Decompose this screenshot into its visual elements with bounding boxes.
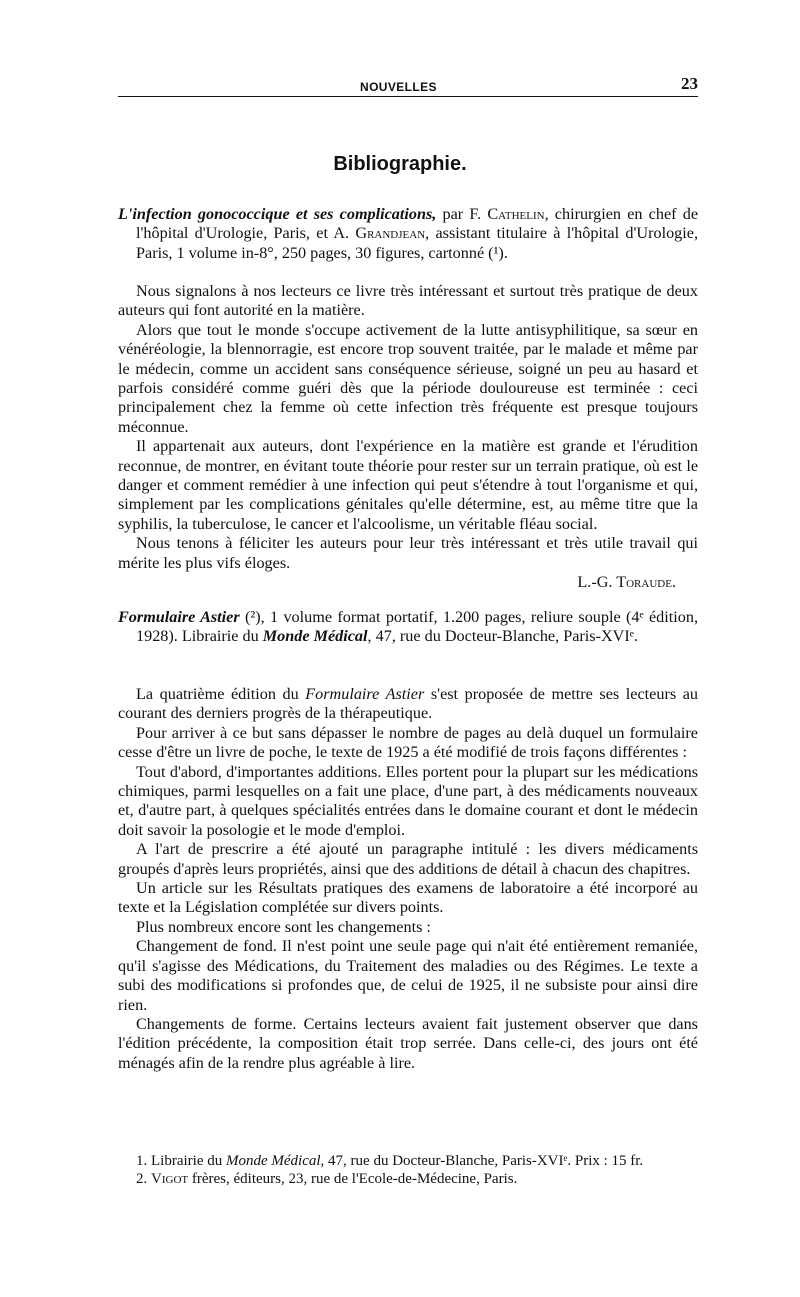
publisher-name: Monde Médical bbox=[262, 627, 368, 646]
paragraph: Nous signalons à nos lecteurs ce livre très intéressant et surtout très pratique de deux auteurs qui font autorité en la matière. bbox=[118, 282, 698, 320]
reviewer-signature: L.-G. Toraude. bbox=[577, 573, 676, 592]
paragraph: Nous tenons à féliciter les auteurs pour leur très intéressant et très utile travail qui mérite les plus vifs éloges. bbox=[118, 534, 698, 572]
paragraph: Changements de forme. Certains lecteurs avaient fait justement observer que dans l'édition précédente, la composition était trop serrée. Dans celle-ci, des jours ont été ménagés afin de la rendre plus agréable à lire. bbox=[118, 1014, 698, 1072]
book-title: L'infection gonococcique et ses complications, bbox=[118, 205, 437, 223]
footnote-1: 1. Librairie du Monde Médical, 47, rue du Docteur-Blanche, Paris-XVIᵉ. Prix : 15 fr. bbox=[136, 1153, 644, 1169]
author-name: Cathelin bbox=[487, 205, 545, 223]
paragraph: Pour arriver à ce but sans dépasser le nombre de pages au delà duquel un formulaire cesse d'être un livre de poche, le texte de 1925 a été modifié de trois façons différentes : bbox=[118, 723, 698, 762]
running-title: NOUVELLES bbox=[360, 80, 437, 94]
footnote-2: 2. Vigot frères, éditeurs, 23, rue de l'Ecole-de-Médecine, Paris. bbox=[136, 1171, 518, 1187]
publisher-name: Vigot bbox=[151, 1171, 189, 1187]
book-title: Formulaire Astier bbox=[305, 685, 425, 703]
paragraph: Il appartenait aux auteurs, dont l'expérience en la matière est grande et l'érudition reconnue, de montrer, en évitant toute théorie pour rester sur un terrain pratique, où est le danger et comment remédier à une infection qui peut s'étendre à tout l'organisme et qui, simplement par les complications génitales qu'elle détermine, est, au même titre que la syphilis, la tuberculose, le cancer et l'alcoolisme, un véritable fléau social. bbox=[118, 437, 698, 533]
page-number: 23 bbox=[681, 74, 698, 93]
footnotes bbox=[118, 1152, 698, 1188]
review-formulaire-body bbox=[118, 685, 698, 1073]
paragraph: Tout d'abord, d'importantes additions. Elles portent pour la plupart sur les médications chimiques, parmi lesquelles on a fait une place, d'une part, à des médicaments nouveaux et, d'autre part, à quelques spécialités entrées dans le domaine courant et dont le médecin doit savoir la posologie et le mode d'emploi. bbox=[118, 762, 698, 839]
author-name: Grandjean bbox=[355, 224, 426, 243]
running-header bbox=[118, 72, 698, 97]
publisher-name: Monde Médical bbox=[225, 1153, 321, 1169]
review-formulaire-astier bbox=[118, 608, 698, 647]
bibliographic-entry: Formulaire Astier (²), 1 volume format portatif, 1.200 pages, reliure souple (4ᵉ édition, 1928). Librairie du Monde Médical, 47, rue du Docteur-Blanche, Paris-XVIᵉ. bbox=[118, 608, 698, 646]
section-title: Bibliographie. bbox=[333, 153, 467, 175]
paragraph: Plus nombreux encore sont les changements : bbox=[136, 917, 431, 936]
review-cathelin-body bbox=[118, 282, 698, 593]
paragraph: Un article sur les Résultats pratiques des examens de laboratoire a été incorporé au texte et la Législation complétée sur divers points. bbox=[118, 879, 698, 917]
review-cathelin bbox=[118, 205, 698, 263]
signature-line bbox=[118, 573, 698, 592]
paragraph: A l'art de prescrire a été ajouté un paragraphe intitulé : les divers médicaments groupés d'après leurs propriétés, ainsi que des additions de détail à chacun des chapitres. bbox=[118, 840, 698, 878]
book-title: Formulaire Astier bbox=[118, 608, 240, 626]
paragraph: Changement de fond. Il n'est point une seule page qui n'ait été entièrement remaniée, qu'il s'agisse des Médications, du Traitement des maladies ou des Régimes. Le texte a subi des modifications si profondes que, de celui de 1925, il ne subsiste pour ainsi dire rien. bbox=[118, 937, 698, 1014]
paragraph: Alors que tout le monde s'occupe activement de la lutte antisyphilitique, sa sœur en vénéréologie, la blennorragie, est encore trop souvent traitée, par le malade et même par le médecin, comme un accident sans conséquence sérieuse, soigné un peu au hasard et parfois considéré comme guéri dès que la période douloureuse est terminée : ceci principalement chez la femme où cette infection très fréquente est presque toujours méconnue. bbox=[118, 320, 698, 436]
paragraph: La quatrième édition du Formulaire Astier s'est proposée de mettre ses lecteurs au courant des derniers progrès de la thérapeutique. bbox=[118, 685, 698, 723]
bibliographic-entry: L'infection gonococcique et ses complications, par F. Cathelin, chirurgien en chef de l'hôpital d'Urologie, Paris, et A. Grandjean, assistant titulaire à l'hôpital d'Urologie, Paris, 1 volume in-8°, 250 pages, 30 figures, cartonné (¹). bbox=[118, 205, 698, 262]
